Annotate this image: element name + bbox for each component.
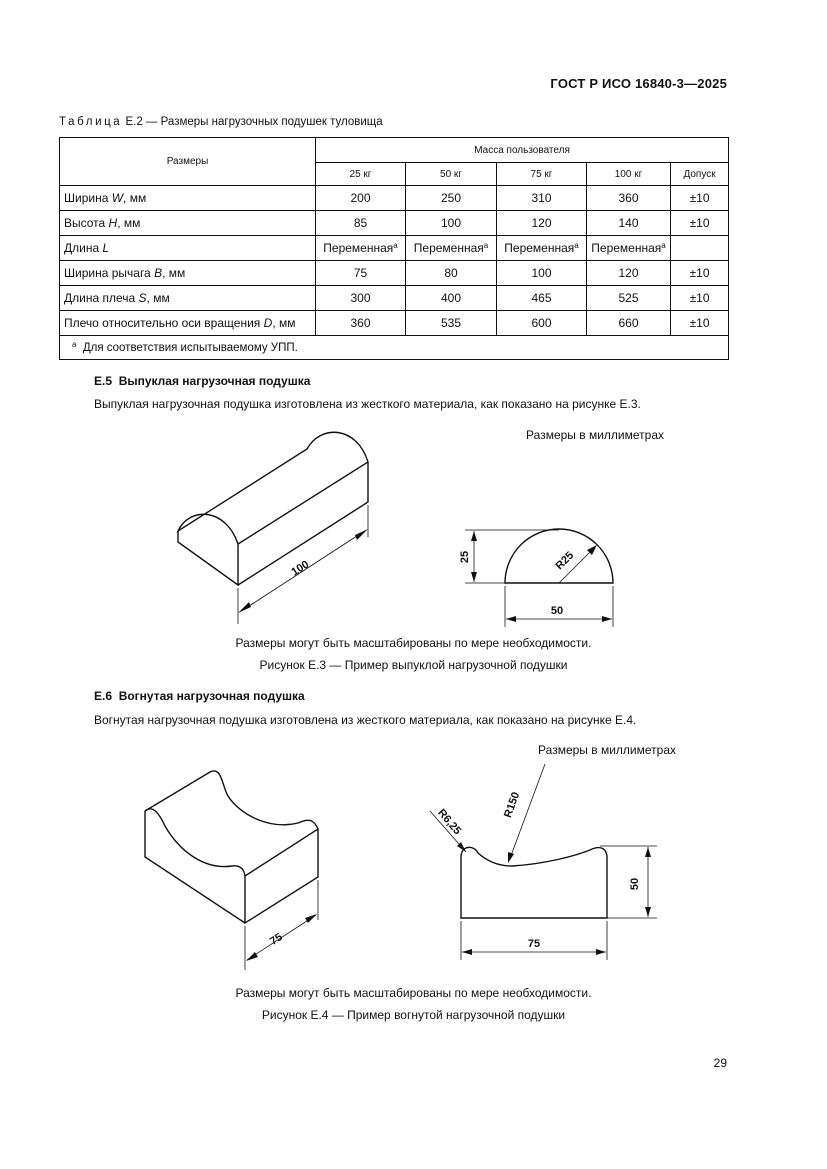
table-cell: 310 [497,186,587,211]
concave-right-face [245,829,318,923]
concave-left-edge [145,811,245,923]
table-cell: 200 [316,186,406,211]
row-label: Плечо относительно оси вращения D, мм [60,311,316,336]
dim-label-height: 25 [459,550,471,564]
table-cell: 120 [497,211,587,236]
tolerance-cell: ±10 [671,186,729,211]
row-label: Длина плеча S, мм [60,286,316,311]
table-cell: 250 [406,186,497,211]
row-label: Ширина W, мм [60,186,316,211]
dim-label-r625: R6,25 [435,806,464,838]
table-cell: 75 [316,261,406,286]
tolerance-cell: ±10 [671,311,729,336]
table-cell: 360 [316,311,406,336]
concave-back-top [145,771,318,829]
concave-front-top [145,809,245,876]
table-cell: 120 [587,261,671,286]
table-cell: 360 [587,186,671,211]
scale-note-e3: Размеры могут быть масштабированы по мере необходимости. [235,636,592,650]
tolerance-cell: ±10 [671,211,729,236]
concave-side-profile [461,847,607,918]
footnote-mark: a [393,241,398,250]
table-cell: 80 [406,261,497,286]
sub-header: 25 кг [316,163,406,186]
table-caption-title: Е.2 — Размеры нагрузочных подушек туловища [122,116,383,128]
section-heading-e5: Е.5 Выпуклая нагрузочная подушка [94,374,311,388]
table-cell: Переменная$^a$ [406,236,497,261]
table-cell: 600 [497,311,587,336]
table-cell: 140 [587,211,671,236]
table-cell: 660 [587,311,671,336]
table-cell: 525 [587,286,671,311]
table-footnote: $^a$ Для соответствия испытываемому УПП. [60,336,729,360]
row-label: Ширина рычага B, мм [60,261,316,286]
table-cell: 100 [406,211,497,236]
sub-header: 75 кг [497,163,587,186]
table-cell: 535 [406,311,497,336]
sub-header: Допуск [671,163,729,186]
scale-note-e4: Размеры могут быть масштабированы по мере необходимости. [235,986,592,1000]
dim-label-width-e4: 75 [527,938,541,950]
doc-code: ГОСТ Р ИСО 16840-3—2025 [550,76,727,91]
dim-label-radius: R25 [553,549,577,573]
units-note-e5: Размеры в миллиметрах [526,428,664,442]
section-text-e5: Выпуклая нагрузочная подушка изготовлена из жесткого материала, как показано на рисунке Е.3. [94,397,641,411]
col-header-mass: Масса пользователя [316,138,729,163]
dim-label-length-e4: 75 [267,931,285,948]
page-number: 29 [713,1056,727,1070]
table-cell: Переменная$^a$ [497,236,587,261]
row-label: Длина L [60,236,316,261]
table-cell: 300 [316,286,406,311]
tolerance-cell: ±10 [671,261,729,286]
row-label: Высота H, мм [60,211,316,236]
footnote-mark: a [483,241,489,250]
table-cell: 465 [497,286,587,311]
figure-caption-e4: Рисунок Е.4 — Пример вогнутой нагрузочной подушки [261,1008,566,1022]
dim-label-width: 50 [550,605,564,617]
dim-label-height-e4: 50 [629,877,641,891]
col-header-dims: Размеры [60,138,316,186]
footnote-mark: a [574,241,579,250]
table-cell: Переменная$^a$ [316,236,406,261]
units-note-e6: Размеры в миллиметрах [538,743,676,757]
figure-caption-e3: Рисунок Е.3 — Пример выпуклой нагрузочной подушки [259,658,568,672]
table-caption-prefix: Таблица [59,116,123,128]
table-cell: 100 [497,261,587,286]
table-cell: 85 [316,211,406,236]
sub-header: 100 кг [587,163,671,186]
dim-label-length: 100 [289,558,312,579]
footnote-mark: a [661,241,666,250]
dim-label-r150: R150 [502,790,523,820]
tolerance-cell: ±10 [671,286,729,311]
section-heading-e6: Е.6 Вогнутая нагрузочная подушка [94,689,305,703]
section-text-e6: Вогнутая нагрузочная подушка изготовлена из жесткого материала, как показано на рисунке Е.4. [94,713,637,727]
table-cell: 400 [406,286,497,311]
sub-header: 50 кг [406,163,497,186]
table-cell: Переменная$^a$ [587,236,671,261]
